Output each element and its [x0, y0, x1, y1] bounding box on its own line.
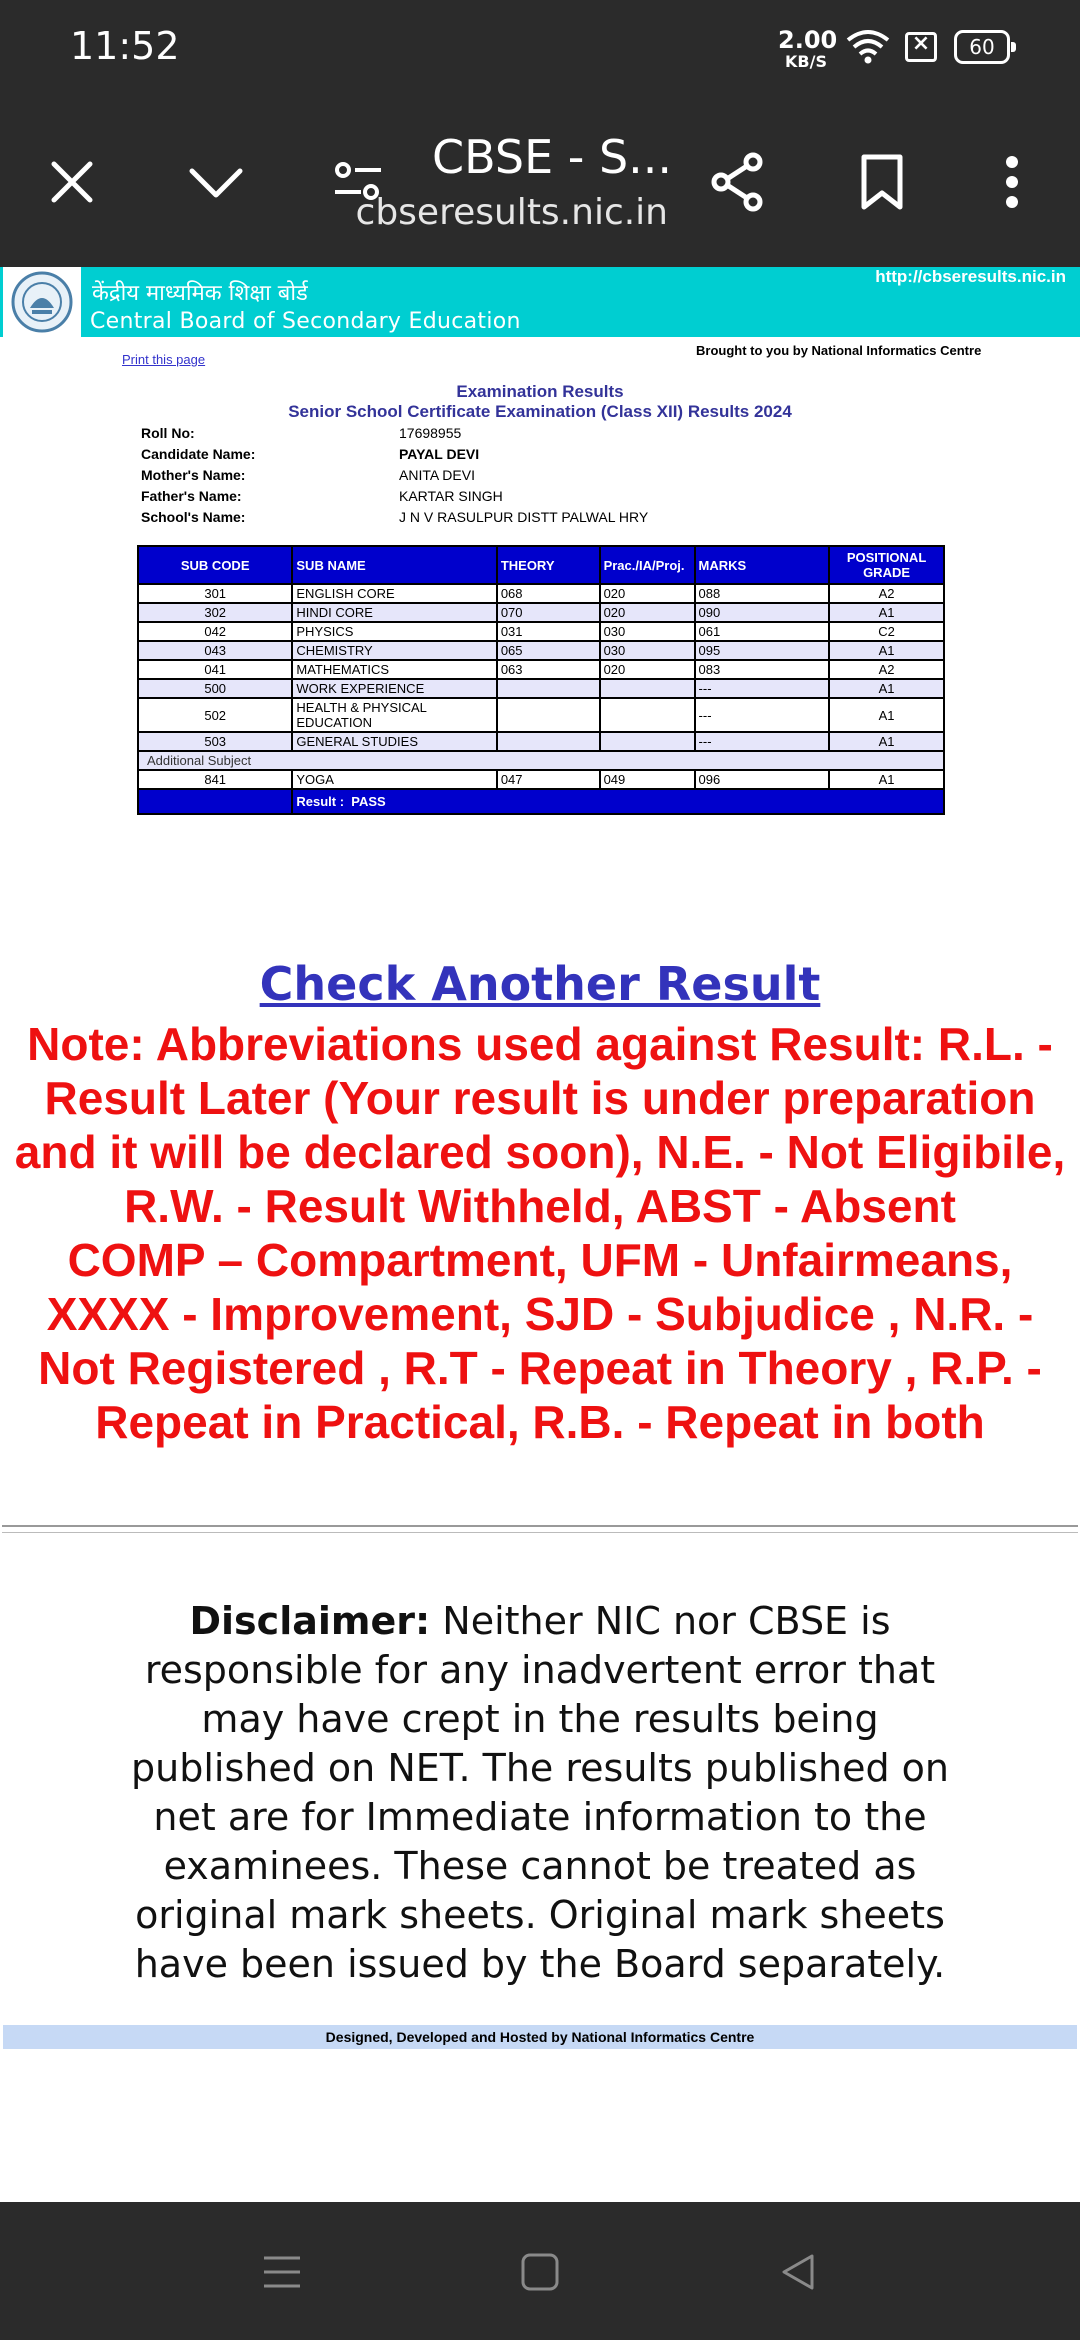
marks-table [137, 545, 945, 815]
practical-cell [600, 732, 695, 751]
web-page [0, 267, 1080, 2202]
marks-cell: --- [695, 732, 830, 751]
exam-title: Examination Results [456, 382, 624, 401]
table-row [138, 679, 944, 698]
result-label: Result : [296, 794, 345, 809]
grade-cell: A1 [829, 770, 944, 789]
sub-name-cell: WORK EXPERIENCE [292, 679, 496, 698]
roll-number-value: 17698955 [399, 425, 462, 441]
marks-cell: --- [695, 698, 830, 732]
footer-credit: Designed, Developed and Hosted by National Informatics Centre [3, 2025, 1077, 2049]
result-value: PASS [351, 794, 386, 809]
marks-table-header [138, 546, 944, 584]
practical-cell: 049 [600, 770, 695, 789]
sub-name-cell: ENGLISH CORE [292, 584, 496, 603]
wifi-icon [846, 28, 890, 69]
table-row [138, 641, 944, 660]
menu-icon[interactable] [252, 2242, 312, 2302]
marks-cell: 061 [695, 622, 830, 641]
abbreviations-note [8, 1017, 1072, 1449]
grade-cell: A1 [829, 732, 944, 751]
table-row [138, 622, 944, 641]
sub-name-cell: HINDI CORE [292, 603, 496, 622]
status-bar [0, 0, 1080, 92]
mother-name-value: ANITA DEVI [399, 467, 475, 483]
cbse-banner [0, 267, 1080, 337]
theory-cell: 068 [497, 584, 600, 603]
battery-level: 60 [969, 35, 995, 59]
network-speed-unit: KB/S [785, 52, 827, 71]
grade-cell: A1 [829, 603, 944, 622]
cbse-logo [3, 267, 81, 337]
table-row [138, 584, 944, 603]
no-sim-icon: × [905, 32, 937, 62]
school-name-label: School's Name: [141, 509, 246, 525]
grade-cell: C2 [829, 622, 944, 641]
table-row [138, 698, 944, 732]
theory-cell [497, 732, 600, 751]
col-header-marks: MARKS [695, 546, 830, 584]
close-icon[interactable] [32, 142, 112, 222]
network-speed [778, 26, 838, 71]
practical-cell [600, 679, 695, 698]
note-line-2: COMP – Compartment, UFM - Unfairmeans, XXXX - Improvement, SJD - Subjudice , N.R. - Not Registered , R.T - Repeat in Theory , R.P. - Repeat in Practical, R.B. - Repeat in both [38, 1234, 1042, 1448]
marks-cell: 088 [695, 584, 830, 603]
home-square-icon[interactable] [510, 2242, 570, 2302]
battery-icon [954, 30, 1010, 64]
grade-cell: A2 [829, 660, 944, 679]
col-header-grade: POSITIONAL GRADE [829, 546, 944, 584]
sub-code-cell: 500 [138, 679, 292, 698]
practical-cell [600, 698, 695, 732]
practical-cell: 030 [600, 641, 695, 660]
chevron-down-icon[interactable] [176, 142, 256, 222]
sub-name-cell: MATHEMATICS [292, 660, 496, 679]
table-row [138, 660, 944, 679]
result-cell [292, 789, 944, 814]
sub-name-cell: PHYSICS [292, 622, 496, 641]
marks-cell: 083 [695, 660, 830, 679]
sub-name-cell: GENERAL STUDIES [292, 732, 496, 751]
additional-subject-row [138, 751, 944, 770]
theory-cell: 070 [497, 603, 600, 622]
theory-cell: 031 [497, 622, 600, 641]
board-name-hindi: केंद्रीय माध्यमिक शिक्षा बोर्ड [92, 281, 308, 306]
exam-subtitle: Senior School Certificate Examination (Class XII) Results 2024 [288, 402, 792, 421]
disclaimer [130, 1597, 950, 1989]
sub-code-cell: 043 [138, 641, 292, 660]
candidate-name-value: PAYAL DEVI [399, 446, 480, 462]
sub-code-cell: 302 [138, 603, 292, 622]
disclaimer-text: Neither NIC nor CBSE is responsible for any inadvertent error that may have crept in the results being published on NET. The results published on net are for Immediate information to the examinees. These cannot be treated as original mark sheets. Original mark sheets have been issued by the Board separately. [131, 1599, 949, 1986]
disclaimer-label: Disclaimer: [189, 1599, 431, 1643]
sub-name-cell: HEALTH & PHYSICAL EDUCATION [292, 698, 496, 732]
additional-subject-label: Additional Subject [138, 751, 944, 770]
grade-cell: A2 [829, 584, 944, 603]
result-row [138, 789, 944, 814]
divider [2, 1525, 1078, 1527]
father-name-value: KARTAR SINGH [399, 488, 503, 504]
father-name-label: Father's Name: [141, 488, 242, 504]
more-vert-icon[interactable] [972, 142, 1052, 222]
theory-cell: 065 [497, 641, 600, 660]
result-spacer [138, 789, 292, 814]
candidate-name-label: Candidate Name: [141, 446, 256, 462]
table-row [138, 732, 944, 751]
roll-number-label: Roll No: [141, 425, 195, 441]
table-row [138, 770, 944, 789]
sub-code-cell: 041 [138, 660, 292, 679]
school-name-value: J N V RASULPUR DISTT PALWAL HRY [399, 509, 649, 525]
bookmark-icon[interactable] [842, 142, 922, 222]
theory-cell: 063 [497, 660, 600, 679]
network-speed-value: 2.00 [778, 26, 838, 54]
browser-toolbar [0, 92, 1080, 267]
share-icon[interactable] [697, 142, 777, 222]
site-url: http://cbseresults.nic.in [875, 267, 1066, 286]
marks-cell: --- [695, 679, 830, 698]
mother-name-label: Mother's Name: [141, 467, 246, 483]
url-domain[interactable]: cbseresults.nic.in [355, 192, 668, 233]
col-header-practical: Prac./IA/Proj. [600, 546, 695, 584]
practical-cell: 020 [600, 584, 695, 603]
check-another-result-link[interactable] [0, 957, 1080, 1011]
table-row [138, 603, 944, 622]
sub-code-cell: 042 [138, 622, 292, 641]
marks-cell: 095 [695, 641, 830, 660]
practical-cell: 020 [600, 660, 695, 679]
theory-cell [497, 679, 600, 698]
marks-cell: 096 [695, 770, 830, 789]
sub-code-cell: 502 [138, 698, 292, 732]
sub-code-cell: 301 [138, 584, 292, 603]
sub-code-cell: 503 [138, 732, 292, 751]
note-line-1: Note: Abbreviations used against Result: R.L. - Result Later (Your result is under preparation and it will be declared soon), N.E. - Not Eligibile, R.W. - Result Withheld, ABST - Absent [14, 1018, 1066, 1232]
check-another-result-text[interactable]: Check Another Result [259, 957, 821, 1011]
status-time: 11:52 [70, 24, 180, 68]
grade-cell: A1 [829, 698, 944, 732]
brought-by-text: Brought to you by National Informatics Centre [696, 343, 982, 358]
marks-cell: 090 [695, 603, 830, 622]
theory-cell [497, 698, 600, 732]
sub-name-cell: YOGA [292, 770, 496, 789]
col-header-theory: THEORY [497, 546, 600, 584]
system-nav-bar [0, 2202, 1080, 2340]
col-header-sub-name: SUB NAME [292, 546, 496, 584]
theory-cell: 047 [497, 770, 600, 789]
grade-cell: A1 [829, 641, 944, 660]
board-name-english: Central Board of Secondary Education [90, 309, 521, 334]
back-triangle-icon[interactable] [768, 2242, 828, 2302]
grade-cell: A1 [829, 679, 944, 698]
practical-cell: 020 [600, 603, 695, 622]
col-header-sub-code: SUB CODE [138, 546, 292, 584]
sub-name-cell: CHEMISTRY [292, 641, 496, 660]
divider [2, 1532, 1078, 1533]
print-page-link[interactable]: Print this page [122, 352, 206, 367]
page-title[interactable]: CBSE - S... [432, 130, 673, 184]
sub-code-cell: 841 [138, 770, 292, 789]
practical-cell: 030 [600, 622, 695, 641]
